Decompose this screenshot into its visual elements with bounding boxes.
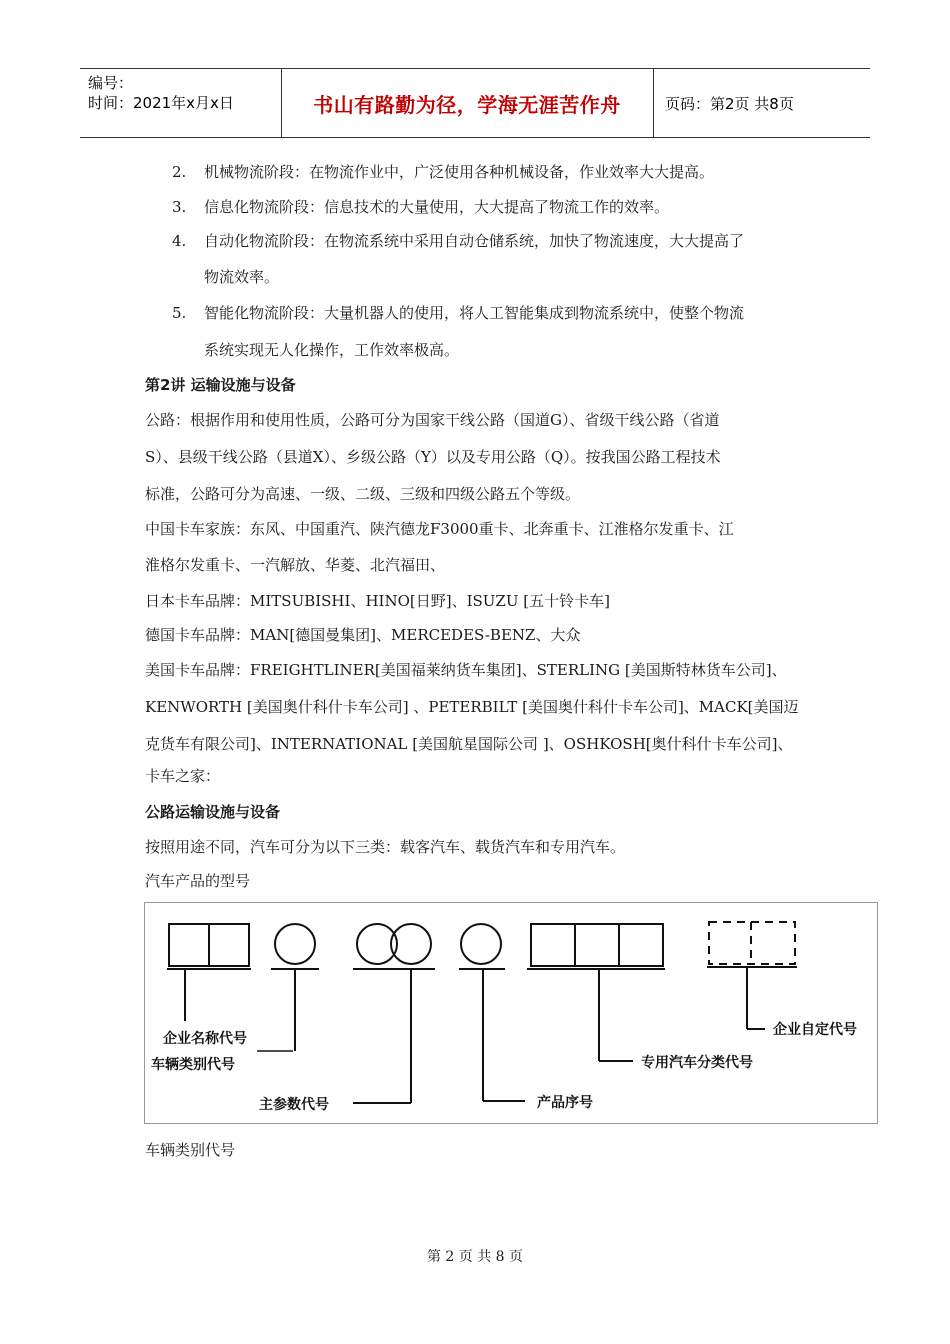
list-item-number: 5.: [172, 304, 187, 322]
page-footer: 第 2 页 共 8 页: [426, 1249, 524, 1265]
label-main-param: 主参数代号: [259, 1097, 329, 1113]
model-code-diagram: [144, 902, 878, 1124]
paragraph-line: 公路：根据作用和使用性质，公路可分为国家干线公路（国道G）、省级干线公路（省道: [145, 411, 720, 429]
page-header: [80, 68, 870, 138]
paragraph-line: 德国卡车品牌：MAN[德国曼集团]、MERCEDES-BENZ、大众: [145, 626, 581, 644]
header-meta: [88, 73, 234, 113]
header-number-label: 编号：: [88, 74, 134, 92]
paragraph-line: 淮格尔发重卡、一汽解放、华菱、北汽福田、: [145, 556, 446, 574]
list-item: [172, 197, 669, 217]
list-item-number: 4.: [172, 232, 187, 250]
header-time-label: 时间：2021年x月x日: [88, 94, 234, 112]
vehicle-class-circle: [275, 924, 315, 964]
label-enterprise-custom: 企业自定代号: [773, 1022, 857, 1038]
product-seq-circle: [461, 924, 501, 964]
list-item-text: 信息化物流阶段：信息技术的大量使用，大大提高了物流工作的效率。: [204, 198, 670, 216]
paragraph-line: 按照用途不同，汽车可分为以下三类：载客汽车、载货汽车和专用汽车。: [145, 838, 626, 856]
paragraph-line: 日本卡车品牌：MITSUBISHI、HINO[日野]、ISUZU [五十铃卡车]: [145, 592, 610, 610]
paragraph-line: 中国卡车家族：东风、中国重汽、陕汽德龙F3000重卡、北奔重卡、江淮格尔发重卡、江: [145, 520, 734, 538]
paragraph-line: 克货车有限公司]、INTERNATIONAL [美国航星国际公司 ]、OSHKOSH[奥什科什卡车公司]、: [145, 735, 793, 753]
figure-caption: 汽车产品的型号: [145, 872, 251, 890]
paragraph-line: 美国卡车品牌：FREIGHTLINER[美国福莱纳货车集团]、STERLING [美国斯特林货车公司]、: [145, 661, 787, 679]
list-item: [172, 231, 744, 251]
list-item-number: 2.: [172, 163, 187, 181]
paragraph-line: KENWORTH [美国奥什科什卡车公司] 、PETERBILT [美国奥什科什卡车公司]、MACK[美国迈: [145, 698, 799, 716]
list-item-continuation: 系统实现无人化操作，工作效率极高。: [204, 341, 460, 359]
model-code-svg: [145, 903, 877, 1123]
label-product-seq: 产品序号: [537, 1095, 593, 1111]
list-item-text: 自动化物流阶段：在物流系统中采用自动仓储系统，加快了物流速度，大大提高了: [204, 232, 745, 250]
list-item-text: 机械物流阶段：在物流作业中，广泛使用各种机械设备，作业效率大大提高。: [204, 163, 715, 181]
list-item-number: 3.: [172, 198, 187, 216]
header-motto: 书山有路勤为径，学海无涯苦作舟: [313, 92, 621, 117]
section-title: 第2讲 运输设施与设备: [145, 376, 296, 394]
list-item: [172, 162, 714, 182]
list-item-text: 智能化物流阶段：大量机器人的使用，将人工智能集成到物流系统中，使整个物流: [204, 304, 745, 322]
paragraph-line: 标准，公路可分为高速、一级、二级、三级和四级公路五个等级。: [145, 485, 581, 503]
label-vehicle-class: 车辆类别代号: [151, 1057, 235, 1073]
list-item-continuation: 物流效率。: [204, 268, 280, 286]
list-item: [172, 303, 744, 323]
paragraph-line: 车辆类别代号: [145, 1141, 236, 1159]
subsection-title: 公路运输设施与设备: [145, 803, 281, 821]
header-divider: [653, 69, 654, 137]
label-enterprise-name: 企业名称代号: [163, 1031, 247, 1047]
special-class-box: [531, 924, 663, 966]
label-special-class: 专用汽车分类代号: [641, 1055, 753, 1071]
header-page-label: 页码：第2页 共8页: [665, 95, 794, 113]
paragraph-line: S）、县级干线公路（县道X）、乡级公路（Y）以及专用公路（Q）。按我国公路工程技术: [145, 448, 721, 466]
paragraph-line: 卡车之家：: [145, 767, 221, 785]
